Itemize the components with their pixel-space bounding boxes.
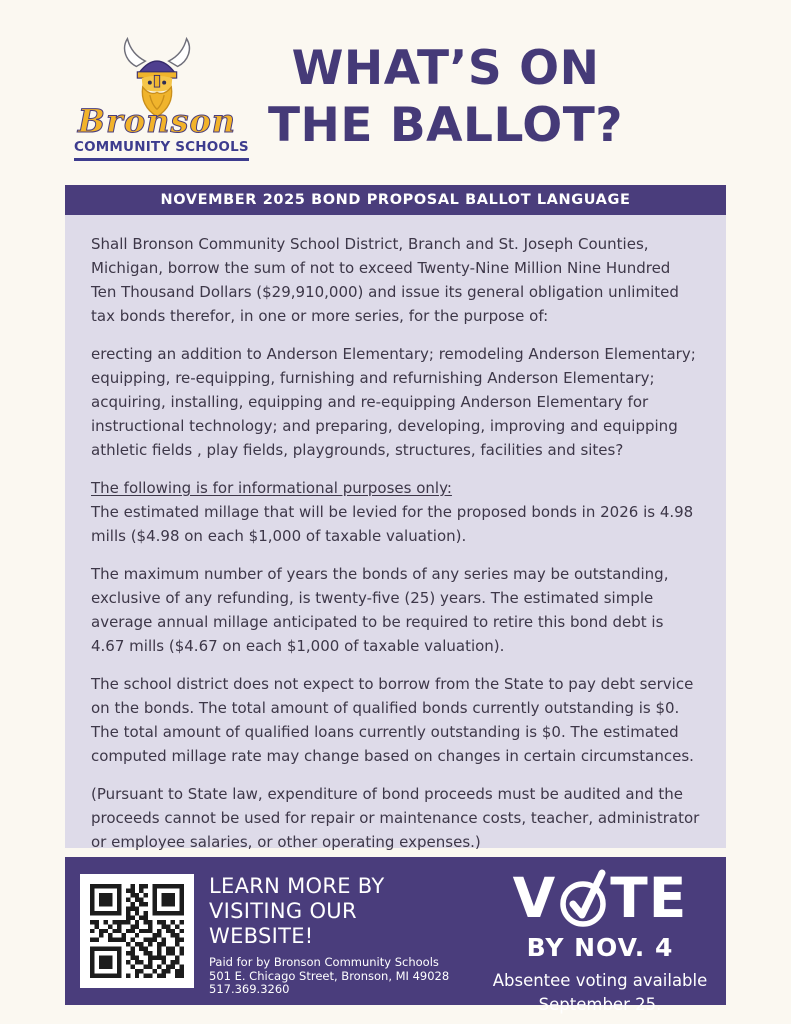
vote-wordmark: [475, 865, 725, 931]
ballot-paragraph: The school district does not expect to borrow from the State to pay debt service on the bonds. The total amount of qualified bonds currently outstanding is $0. The total amount of qualified loans currently outstanding is $0. The estimated computed millage rate may change based on changes in certain circumstances.: [91, 675, 694, 765]
page-title: [110, 40, 781, 154]
check-circle-icon: [558, 867, 608, 929]
vote-letters-te: TE: [610, 866, 688, 930]
logo-subtitle: COMMUNITY SCHOOLS: [74, 139, 249, 161]
vote-letter-v: V: [512, 866, 557, 930]
paid-for-disclaimer: [209, 956, 509, 997]
qr-code-icon: [80, 874, 194, 988]
footer: [65, 857, 726, 1014]
ballot-language-banner: NOVEMBER 2025 BOND PROPOSAL BALLOT LANGUAGE: [65, 185, 726, 215]
ballot-paragraph: [91, 476, 700, 548]
learn-more-line: LEARN MORE BY: [209, 874, 385, 898]
ballot-text-section: [65, 215, 726, 851]
title-line-1: WHAT’S ON: [291, 41, 600, 96]
ballot-paragraph: The maximum number of years the bonds of any series may be outstanding, exclusive of any refunding, is twenty-five (25) years. The estimated simple average annual millage anticipated to be required to retire this bond debt is 4.67 mills ($4.67 on each $1,000 of taxable valuation).: [91, 565, 669, 655]
paid-for-phone: 517.369.3260: [209, 982, 290, 996]
qr-code-pattern: [90, 884, 184, 978]
footer-left-text: [209, 874, 509, 997]
vote-deadline: BY NOV. 4: [526, 933, 674, 962]
absentee-line: Absentee voting available: [492, 971, 708, 990]
paid-for-address: 501 E. Chicago Street, Bronson, MI 49028: [209, 968, 450, 983]
ballot-paragraph: Shall Bronson Community School District, Branch and St. Joseph Counties, Michigan, borrow the sum of not to exceed Twenty-Nine Million Nine Hundred Ten Thousand Dollars ($29,910,000) and issue its general obligation unlimited tax bonds therefor, in one or more series, for the purpose of:: [91, 235, 679, 325]
absentee-line: September 25.: [538, 995, 662, 1014]
learn-more-line: WEBSITE!: [209, 924, 314, 948]
ballot-paragraph: (Pursuant to State law, expenditure of bond proceeds must be audited and the proceeds cannot be used for repair or maintenance costs, teacher, administrator or employee salaries, or other operating expenses.): [91, 785, 700, 851]
absentee-note: [475, 969, 725, 1017]
logo-school-name: Bronson: [77, 102, 237, 140]
ballot-paragraph: erecting an addition to Anderson Elementary; remodeling Anderson Elementary; equipping, re-equipping, furnishing and refurnishing Anderson Elementary; acquiring, installing, equipping and re-equipping Anderson Elementary for instructional technology; and preparing, developing, improving and equipping athletic fields , play fields, playgrounds, structures, facilities and sites?: [91, 345, 696, 459]
paid-for-org: Paid for by Bronson Community Schools: [209, 955, 439, 969]
header: [0, 0, 791, 183]
learn-more-line: VISITING OUR: [209, 899, 357, 923]
title-line-2: THE BALLOT?: [267, 98, 624, 153]
learn-more-text: [209, 874, 509, 949]
ballot-paragraph-text: The estimated millage that will be levied for the proposed bonds in 2026 is 4.98 mills ($4.98 on each $1,000 of taxable valuation).: [91, 503, 694, 545]
info-heading: The following is for informational purposes only:: [91, 479, 452, 497]
footer-right: [475, 865, 725, 1017]
